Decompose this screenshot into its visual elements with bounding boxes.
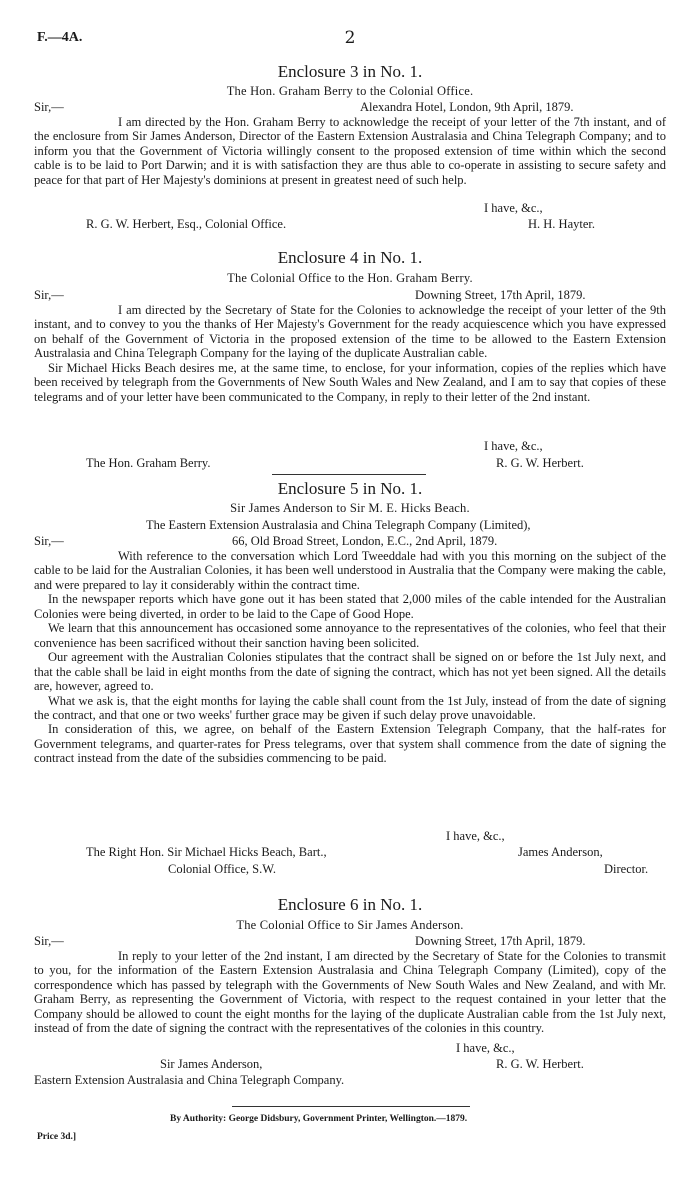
enclosure-5-paragraph: In the newspaper reports which have gone out it has been stated that 2,000 miles of the cable intended for the Australian Colonies were being diverted, in order to be laid to the Cape of Good Hope. <box>34 592 666 621</box>
enclosure-3-subtitle: The Hon. Graham Berry to the Colonial Office. <box>226 84 474 98</box>
enclosure-3-addressee: R. G. W. Herbert, Esq., Colonial Office. <box>86 217 287 231</box>
enclosure-4-signature: R. G. W. Herbert. <box>496 456 584 470</box>
enclosure-5-paragraph: Our agreement with the Australian Colonies stipulates that the contract shall be signed on or before the 1st July next, and that the cable shall be laid in eight months from the date of signing the contract, which has not yet been signed. All the details are, however, agreed to. <box>34 650 666 694</box>
enclosure-5-subtitle: Sir James Anderson to Sir M. E. Hicks Beach. <box>230 501 470 515</box>
enclosure-6-addressee: Sir James Anderson, <box>160 1057 263 1071</box>
enclosure-4-paragraph: I am directed by the Secretary of State for the Colonies to acknowledge the receipt of your letter of the 9th instant, and to convey to you the thanks of Her Majesty's Government for the ready acquiescence which you have expressed on behalf of the Government of Victoria in the proposed extension of the time to be allowed to the Eastern Extension Australasia and China Telegraph Company for the laying of the duplicate Australian cable. <box>34 303 666 361</box>
enclosure-3-address: Alexandra Hotel, London, 9th April, 1879. <box>360 100 574 114</box>
price-label: Price 3d.] <box>37 1132 77 1142</box>
enclosure-4-paragraph: Sir Michael Hicks Beach desires me, at the same time, to enclose, for your information, copies of the replies which have been received by telegraph from the Governments of New South Wales and New Zealand, and I am to say that copies of these telegrams and of your letter have been communicated to the Company, in reply to their letter of the 2nd instant. <box>34 360 666 404</box>
enclosure-5-paragraph: In consideration of this, we agree, on behalf of the Eastern Extension Telegraph Company, that the half-rates for Government telegrams, and quarter-rates for Press telegrams, over that system shall commence from the date of signing the contract instead from the date of the subsidies commencing to be paid. <box>34 722 666 766</box>
enclosure-6-closing: I have, &c., <box>456 1041 515 1055</box>
enclosure-6-title: Enclosure 6 in No. 1. <box>277 895 423 914</box>
enclosure-3-title: Enclosure 3 in No. 1. <box>277 62 423 81</box>
enclosure-6-signature: R. G. W. Herbert. <box>496 1057 584 1071</box>
enclosure-5-paragraph: What we ask is, that the eight months for laying the cable shall count from the 1st July, instead of from the date of signing the contract, and that one or two weeks' further grace may be given if such delay prove unavoidable. <box>34 693 666 722</box>
enclosure-4-title: Enclosure 4 in No. 1. <box>277 248 423 267</box>
enclosure-5-company-line: The Eastern Extension Australasia and China Telegraph Company (Limited), <box>146 518 531 532</box>
enclosure-6-addressee-line2: Eastern Extension Australasia and China Telegraph Company. <box>34 1073 345 1087</box>
enclosure-5-title: Enclosure 5 in No. 1. <box>277 479 423 498</box>
printer-authority: By Authority: George Didsbury, Government Printer, Wellington.—1879. <box>170 1114 468 1124</box>
enclosure-5-addressee-line2: Colonial Office, S.W. <box>168 862 276 876</box>
enclosure-5-closing: I have, &c., <box>446 829 505 843</box>
enclosure-6-address: Downing Street, 17th April, 1879. <box>415 934 586 948</box>
enclosure-5-signature-title: Director. <box>604 862 649 876</box>
enclosure-3-body <box>34 115 666 187</box>
enclosure-5-signature: James Anderson, <box>518 845 603 859</box>
page-number: 2 <box>344 28 356 48</box>
enclosure-4-salutation: Sir,— <box>34 288 64 302</box>
enclosure-4-addressee: The Hon. Graham Berry. <box>86 456 211 470</box>
enclosure-3-paragraph: I am directed by the Hon. Graham Berry to acknowledge the receipt of your letter of the 7th instant, and of the enclosure from Sir James Anderson, Director of the Eastern Extension Australasia and China Telegraph Company; and to inform you that the Government of Victoria willingly consent to the proposed extension of time within which the second cable is to be laid to Port Darwin; and it is with satisfaction they are thus able to co-operate in assisting to secure safety and peace for that part of Her Majesty's dominions at present in greatest need of such help. <box>34 115 666 187</box>
enclosure-4-body <box>34 303 666 404</box>
enclosure-6-paragraph: In reply to your letter of the 2nd instant, I am directed by the Secretary of State for the Colonies to transmit to you, for the information of the Eastern Extension Australasia and China Telegraph Company (Limited), copy of the correspondence which has passed by telegraph with the Governments of New South Wales and New Zealand, and with Mr. Graham Berry, as representing the Government of Victoria, with respect to the request contained in your letter that the Company should be allowed to count the eight months for the laying of the duplicate Australian cable from the 1st July next, instead of from the date of signing the contract with the representatives of the colonies in this country. <box>34 949 666 1036</box>
enclosure-4-subtitle: The Colonial Office to the Hon. Graham Berry. <box>227 271 473 285</box>
enclosure-4-address: Downing Street, 17th April, 1879. <box>415 288 586 302</box>
enclosure-6-body <box>34 949 666 1036</box>
enclosure-5-address: 66, Old Broad Street, London, E.C., 2nd April, 1879. <box>232 534 498 548</box>
footer-rule <box>232 1106 470 1107</box>
enclosure-5-addressee: The Right Hon. Sir Michael Hicks Beach, Bart., <box>86 845 327 859</box>
enclosure-5-body <box>34 549 666 766</box>
enclosure-5-paragraph: We learn that this announcement has occasioned some annoyance to the representatives of the colonies, who feel that their convenience has been sacrificed without their sanction having been solicited. <box>34 621 666 650</box>
enclosure-5-paragraph: With reference to the conversation which Lord Tweeddale had with you this morning on the subject of the cable to be laid for the Australian Colonies, it has been well understood in Australia that the Company were making the cable, and were prepared to lay it considerably within the contract time. <box>34 549 666 592</box>
enclosure-3-signature: H. H. Hayter. <box>528 217 595 231</box>
enclosure-3-closing: I have, &c., <box>484 201 543 215</box>
section-divider <box>272 474 426 475</box>
enclosure-5-salutation: Sir,— <box>34 534 64 548</box>
enclosure-4-closing: I have, &c., <box>484 439 543 453</box>
enclosure-3-salutation: Sir,— <box>34 100 64 114</box>
enclosure-6-subtitle: The Colonial Office to Sir James Anderson. <box>236 918 464 932</box>
enclosure-6-salutation: Sir,— <box>34 934 64 948</box>
document-reference: F.—4A. <box>37 30 83 45</box>
